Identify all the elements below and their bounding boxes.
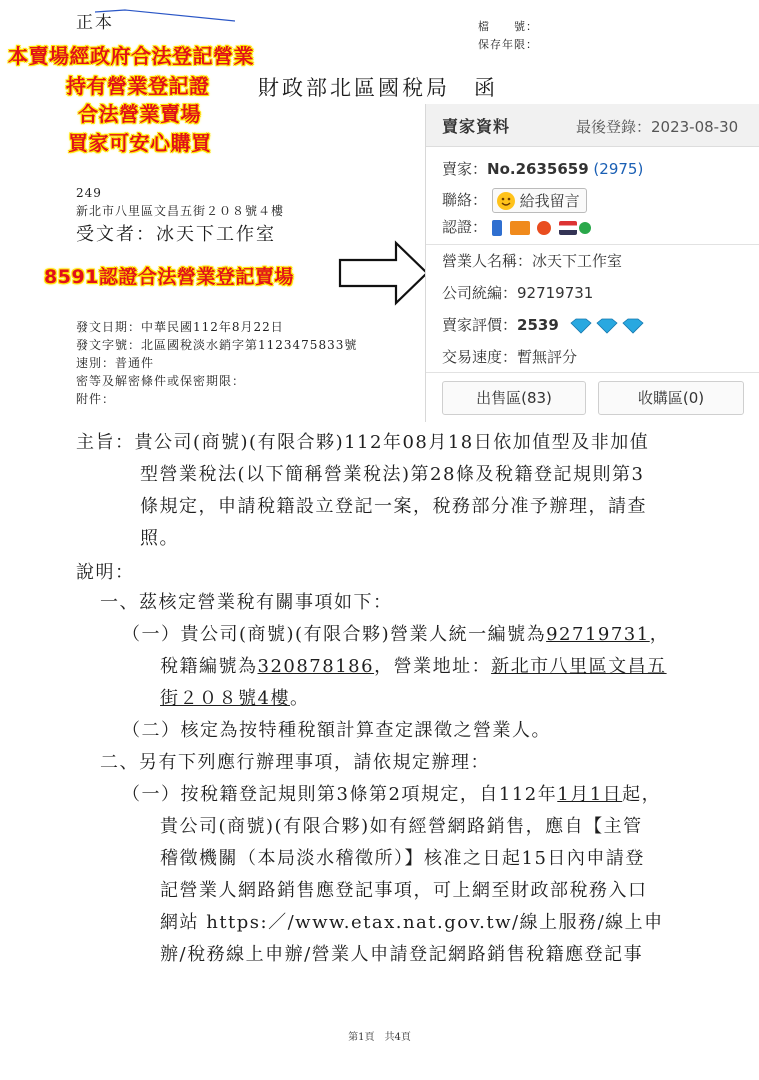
explanation-heading: 說明：	[76, 562, 135, 583]
section-1-item-1-line-1: （一）貴公司(商號)(有限合夥)營業人統一編號為92719731，	[122, 624, 670, 645]
archive-number-label: 檔 號：	[478, 20, 538, 33]
archive-years-label: 保存年限：	[478, 38, 538, 51]
panel-title: 賣家資料	[442, 117, 511, 136]
section-1-item-1-line-3: 街２０８號4樓。	[160, 688, 310, 709]
promo-line-1: 本賣場經政府合法登記營業	[8, 44, 254, 68]
rating-label: 賣家評價：	[442, 316, 518, 334]
subject-line-4: 照。	[140, 528, 179, 549]
rating-row	[442, 314, 648, 335]
attachment-label: 附件：	[76, 392, 116, 406]
smiley-icon	[497, 192, 515, 210]
arrow-right-icon	[338, 240, 430, 306]
copy-stamp: 正本	[76, 13, 114, 33]
tab-buying[interactable]: 收購區(0)	[598, 381, 744, 415]
section-2-heading: 二、另有下列應行辦理事項，請依規定辦理：	[100, 752, 490, 773]
business-address: 新北市八里區文昌五	[491, 656, 667, 677]
subject-line-2: 型營業稅法(以下簡稱營業稅法)第28條及稅籍登記規則第3	[140, 464, 645, 485]
secrecy-level: 密等及解密條件或保密期限：	[76, 374, 246, 388]
section-1-item-2: （二）核定為按特種稅額計算查定課徵之營業人。	[122, 720, 551, 741]
tab-selling[interactable]: 出售區(83)	[442, 381, 586, 415]
section-2-item-1-line-6: 辦/稅務線上申辦/營業人申請登記網路銷售稅籍應登記事	[160, 944, 644, 965]
subject-line-3: 條規定，申請稅籍設立登記一案，稅務部分准予辦理，請查	[140, 496, 647, 517]
certification-row	[442, 216, 594, 237]
contact-label: 聯絡：	[442, 191, 488, 209]
panel-divider	[426, 372, 759, 373]
diamond-rating-icon	[568, 317, 648, 335]
business-address-cont: 街２０８號4樓	[160, 688, 290, 709]
subject-line-1: 主旨：貴公司(商號)(有限合夥)112年08月18日依加值型及非加值	[76, 432, 650, 453]
effective-date: 1月1日	[557, 784, 623, 805]
section-1-heading: 一、茲核定營業稅有關事項如下：	[100, 592, 393, 613]
recipient: 受文者：冰天下工作室	[76, 224, 276, 245]
issue-date: 發文日期：中華民國112年8月22日	[76, 320, 284, 334]
zip-code: 249	[76, 186, 102, 200]
section-2-item-1-line-5: 網站 https:／/www.etax.nat.gov.tw/線上服務/線上申	[160, 912, 664, 933]
section-2-item-1-line-3: 稽徵機關（本局淡水稽徵所）】核准之日起15日內申請登	[160, 848, 645, 869]
leave-message-button[interactable]	[492, 188, 587, 213]
strike-line	[95, 6, 235, 22]
seller-info-panel	[425, 104, 759, 422]
recipient-address: 新北市八里區文昌五街２０８號４樓	[76, 204, 285, 218]
phone-cert-icon	[510, 221, 530, 235]
document-number: 發文字號：北區國稅淡水銷字第1123475833號	[76, 338, 358, 352]
business-tax-id: 92719731	[546, 624, 650, 645]
tax-id: 公司統編：92719731	[442, 284, 594, 302]
rating-value: 2539	[517, 316, 559, 334]
section-1-item-1-line-2: 稅籍編號為320878186，營業地址：新北市八里區文昌五	[160, 656, 667, 677]
contact-row	[442, 188, 587, 213]
seller-rating-link[interactable]: (2975)	[593, 160, 644, 178]
page-footer: 第1頁 共4頁	[348, 1032, 411, 1043]
last-login: 最後登錄：2023-08-30	[576, 118, 739, 136]
seller-row	[442, 158, 643, 179]
tax-registration-number: 320878186	[257, 656, 375, 677]
cert-label: 認證：	[442, 218, 488, 236]
speed-class: 速別：普通件	[76, 356, 155, 370]
section-2-item-1-line-4: 記營業人網路銷售應登記事項，可上網至財政部稅務入口	[160, 880, 648, 901]
promo-line-3: 合法營業賣場	[78, 102, 201, 126]
mobile-cert-icon	[492, 220, 502, 236]
section-2-item-1-line-2: 貴公司(商號)(有限合夥)如有經營網路銷售，應自【主管	[160, 816, 643, 837]
business-name: 營業人名稱：冰天下工作室	[442, 252, 623, 270]
seller-id: No.2635659	[487, 160, 589, 178]
agency-title: 財政部北區國稅局 函	[258, 76, 498, 100]
certification-promo: 8591認證合法營業登記賣場	[44, 266, 294, 288]
leave-message-label: 給我留言	[519, 192, 580, 210]
promo-line-2: 持有營業登記證	[66, 74, 210, 98]
panel-divider	[426, 244, 759, 245]
id-cert-icon	[559, 221, 577, 235]
money-cert-icon	[537, 221, 551, 235]
promo-line-4: 買家可安心購買	[68, 131, 212, 155]
transaction-speed: 交易速度：暫無評分	[442, 348, 578, 366]
verified-check-icon	[579, 222, 591, 234]
section-2-item-1-line-1: （一）按稅籍登記規則第3條第2項規定，自112年1月1日起，	[122, 784, 662, 805]
panel-header	[426, 104, 759, 147]
seller-label: 賣家：	[442, 160, 488, 178]
